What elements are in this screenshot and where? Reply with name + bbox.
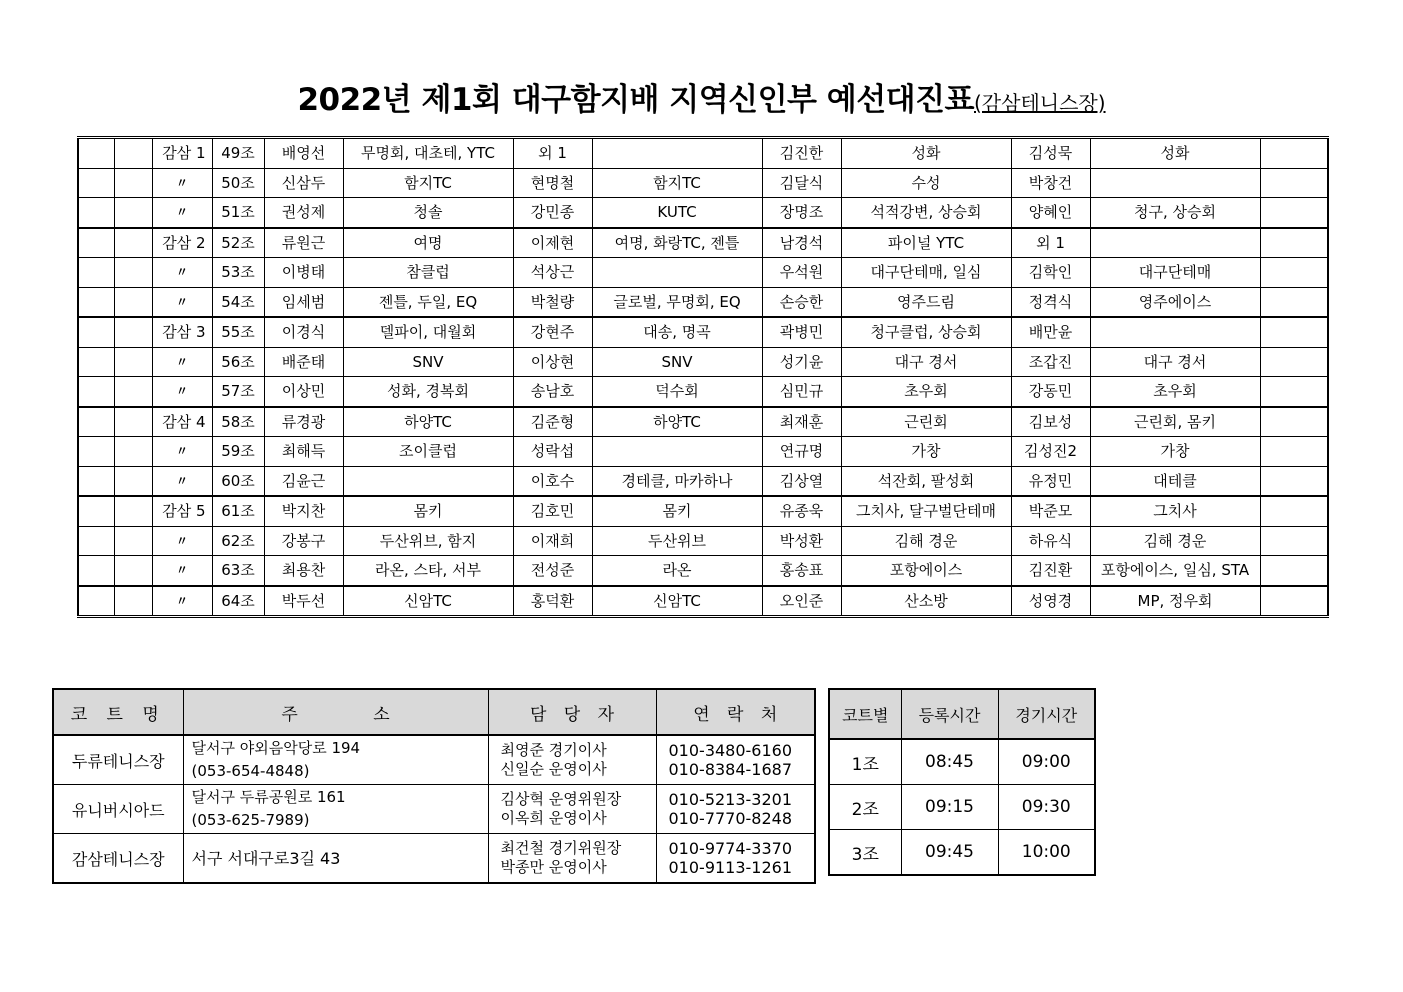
player-name: 이호수	[513, 466, 592, 496]
schedule-body	[829, 739, 1095, 875]
bracket-row	[78, 586, 1328, 617]
player-club: 김해 경운	[1090, 526, 1260, 556]
player-name: 강현주	[513, 317, 592, 347]
phone-number: 010-9113-1261	[668, 858, 793, 877]
court-group: 3조	[829, 830, 901, 876]
player-name: 홍송표	[762, 556, 841, 586]
court-cell: 〃	[152, 586, 212, 617]
player-name: 현명철	[513, 168, 592, 198]
player-name: 류원근	[264, 228, 343, 258]
group-cell: 63조	[212, 556, 264, 586]
court-cell: 감삼 2	[152, 228, 212, 258]
player-name: 박창건	[1011, 168, 1090, 198]
player-name: 이상현	[513, 347, 592, 377]
player-club: KUTC	[592, 198, 762, 228]
player-club: 경테클, 마카하나	[592, 466, 762, 496]
court-contacts	[656, 834, 815, 884]
phone-number: 010-8384-1687	[668, 760, 793, 779]
blank-cell	[78, 407, 114, 437]
player-name: 박준모	[1011, 496, 1090, 526]
player-club: 대구 경서	[1090, 347, 1260, 377]
group-cell: 62조	[212, 526, 264, 556]
player-club: 대구단테매	[1090, 258, 1260, 288]
blank-cell	[114, 317, 152, 347]
player-name: 김학인	[1011, 258, 1090, 288]
blank-cell	[1260, 258, 1328, 288]
match-time: 09:30	[998, 785, 1095, 830]
player-name: 외 1	[513, 138, 592, 169]
court-cell: 〃	[152, 198, 212, 228]
player-club: 가창	[841, 437, 1011, 467]
group-cell: 53조	[212, 258, 264, 288]
player-club: 근린회	[841, 407, 1011, 437]
bracket-row	[78, 437, 1328, 467]
blank-cell	[114, 347, 152, 377]
group-cell: 55조	[212, 317, 264, 347]
player-club: 포항에이스, 일심, STA	[1090, 556, 1260, 586]
player-club: 그치사	[1090, 496, 1260, 526]
blank-cell	[114, 526, 152, 556]
court-cell: 〃	[152, 556, 212, 586]
manager-line: 최건철 경기위원장	[500, 839, 622, 857]
player-name: 류경광	[264, 407, 343, 437]
player-name: 박두선	[264, 586, 343, 617]
player-name: 박지찬	[264, 496, 343, 526]
player-club: 참클럽	[343, 258, 513, 288]
player-club: SNV	[343, 347, 513, 377]
player-club: 하양TC	[343, 407, 513, 437]
player-club	[592, 258, 762, 288]
blank-cell	[78, 526, 114, 556]
player-club	[1090, 228, 1260, 258]
court-cell: 〃	[152, 437, 212, 467]
player-name: 배준태	[264, 347, 343, 377]
player-club	[1090, 168, 1260, 198]
blank-cell	[114, 586, 152, 617]
player-name: 정격식	[1011, 287, 1090, 317]
player-club: 가창	[1090, 437, 1260, 467]
player-name: 연규명	[762, 437, 841, 467]
blank-cell	[1260, 586, 1328, 617]
group-cell: 59조	[212, 437, 264, 467]
bracket-row	[78, 287, 1328, 317]
blank-cell	[1260, 198, 1328, 228]
header-contact: 연 락 처	[656, 689, 815, 735]
bracket-body	[78, 138, 1328, 617]
player-club: 근린회, 몸키	[1090, 407, 1260, 437]
schedule-row	[829, 739, 1095, 785]
court-cell: 〃	[152, 526, 212, 556]
player-club	[592, 138, 762, 169]
blank-cell	[78, 287, 114, 317]
player-club: 하양TC	[592, 407, 762, 437]
player-name: 이경식	[264, 317, 343, 347]
schedule-row	[829, 785, 1095, 830]
player-name: 김달식	[762, 168, 841, 198]
blank-cell	[114, 437, 152, 467]
blank-cell	[1260, 437, 1328, 467]
bracket-row	[78, 556, 1328, 586]
blank-cell	[78, 317, 114, 347]
player-name: 박철량	[513, 287, 592, 317]
player-name: 외 1	[1011, 228, 1090, 258]
player-club: 대구 경서	[841, 347, 1011, 377]
court-info-row	[53, 785, 815, 834]
player-club: 몸키	[592, 496, 762, 526]
court-address	[183, 735, 488, 785]
player-name: 홍덕환	[513, 586, 592, 617]
player-club: 그치사, 달구벌단테매	[841, 496, 1011, 526]
player-name: 성락섭	[513, 437, 592, 467]
court-cell: 〃	[152, 377, 212, 407]
blank-cell	[1260, 556, 1328, 586]
player-club: 덕수회	[592, 377, 762, 407]
blank-cell	[78, 586, 114, 617]
blank-cell	[1260, 407, 1328, 437]
court-name: 두류테니스장	[53, 735, 183, 785]
court-info-row	[53, 735, 815, 785]
player-name: 권성제	[264, 198, 343, 228]
header-court-name: 코 트 명	[53, 689, 183, 735]
player-name: 전성준	[513, 556, 592, 586]
blank-cell	[1260, 526, 1328, 556]
group-cell: 51조	[212, 198, 264, 228]
player-club: 초우회	[1090, 377, 1260, 407]
player-club: 라온, 스타, 서부	[343, 556, 513, 586]
address-line: 달서구 야외음악당로 194	[191, 739, 361, 757]
blank-cell	[78, 258, 114, 288]
player-name: 장명조	[762, 198, 841, 228]
title-venue: (감삼테니스장)	[974, 91, 1106, 115]
player-name: 강민종	[513, 198, 592, 228]
blank-cell	[114, 228, 152, 258]
player-club: 청구클럽, 상승회	[841, 317, 1011, 347]
player-club: 파이널 YTC	[841, 228, 1011, 258]
player-name: 김진환	[1011, 556, 1090, 586]
group-cell: 60조	[212, 466, 264, 496]
blank-cell	[78, 168, 114, 198]
player-name: 김진한	[762, 138, 841, 169]
group-cell: 50조	[212, 168, 264, 198]
blank-cell	[78, 198, 114, 228]
group-cell: 54조	[212, 287, 264, 317]
blank-cell	[78, 138, 114, 169]
blank-cell	[1260, 466, 1328, 496]
group-cell: 56조	[212, 347, 264, 377]
player-club	[343, 466, 513, 496]
player-name: 강봉구	[264, 526, 343, 556]
court-cell: 〃	[152, 347, 212, 377]
bracket-row	[78, 168, 1328, 198]
player-club: 무명회, 대초테, YTC	[343, 138, 513, 169]
court-info-body	[53, 735, 815, 883]
manager-line: 김상혁 운영위원장	[500, 790, 622, 808]
player-club: 함지TC	[592, 168, 762, 198]
blank-cell	[78, 496, 114, 526]
player-name: 김상열	[762, 466, 841, 496]
court-info-table	[52, 688, 816, 884]
header-register-time: 등록시간	[901, 689, 998, 739]
player-name: 이병태	[264, 258, 343, 288]
header-match-time: 경기시간	[998, 689, 1095, 739]
manager-line: 신일순 운영이사	[500, 760, 607, 778]
court-cell: 〃	[152, 258, 212, 288]
group-cell: 58조	[212, 407, 264, 437]
court-info-header	[53, 689, 815, 735]
manager-line: 이옥희 운영이사	[500, 809, 607, 827]
player-club: 영주에이스	[1090, 287, 1260, 317]
player-name: 이재희	[513, 526, 592, 556]
blank-cell	[1260, 138, 1328, 169]
court-managers	[488, 785, 656, 834]
player-club: 성화	[841, 138, 1011, 169]
blank-cell	[114, 168, 152, 198]
court-contacts	[656, 735, 815, 785]
player-club: MP, 정우회	[1090, 586, 1260, 617]
player-name: 곽병민	[762, 317, 841, 347]
phone-number: 010-5213-3201	[668, 790, 793, 809]
court-managers	[488, 735, 656, 785]
player-name: 이제현	[513, 228, 592, 258]
bracket-row	[78, 407, 1328, 437]
phone-number: 010-9774-3370	[668, 839, 793, 858]
schedule-table	[828, 688, 1096, 876]
player-club: 함지TC	[343, 168, 513, 198]
blank-cell	[78, 228, 114, 258]
court-cell: 〃	[152, 168, 212, 198]
group-cell: 49조	[212, 138, 264, 169]
blank-cell	[114, 377, 152, 407]
title-main: 2022년 제1회 대구함지배 지역신인부 예선대진표	[297, 82, 974, 118]
match-time: 10:00	[998, 830, 1095, 876]
player-club: 포항에이스	[841, 556, 1011, 586]
court-cell: 〃	[152, 466, 212, 496]
player-name: 신삼두	[264, 168, 343, 198]
phone-number: 010-7770-8248	[668, 809, 793, 828]
phone-number: 010-3480-6160	[668, 741, 793, 760]
address-line: 달서구 두류공원로 161	[191, 788, 346, 806]
court-managers	[488, 834, 656, 884]
blank-cell	[1260, 347, 1328, 377]
bracket-row	[78, 377, 1328, 407]
player-club: 젠틀, 두일, EQ	[343, 287, 513, 317]
blank-cell	[1260, 317, 1328, 347]
player-club: 몸키	[343, 496, 513, 526]
schedule-row	[829, 830, 1095, 876]
player-name: 성기윤	[762, 347, 841, 377]
blank-cell	[114, 556, 152, 586]
player-name: 성영경	[1011, 586, 1090, 617]
court-info-row	[53, 834, 815, 884]
player-name: 김호민	[513, 496, 592, 526]
bracket-row	[78, 228, 1328, 258]
player-name: 김성진2	[1011, 437, 1090, 467]
player-name: 송남호	[513, 377, 592, 407]
blank-cell	[78, 347, 114, 377]
player-name: 유정민	[1011, 466, 1090, 496]
court-group: 2조	[829, 785, 901, 830]
player-club: 대테클	[1090, 466, 1260, 496]
address-line: (053-654-4848)	[191, 762, 310, 780]
player-name: 강동민	[1011, 377, 1090, 407]
register-time: 08:45	[901, 739, 998, 785]
bracket-row	[78, 198, 1328, 228]
blank-cell	[1260, 287, 1328, 317]
player-club: 대송, 명곡	[592, 317, 762, 347]
player-club: SNV	[592, 347, 762, 377]
player-club	[592, 437, 762, 467]
blank-cell	[78, 466, 114, 496]
register-time: 09:15	[901, 785, 998, 830]
player-club: 조이클럽	[343, 437, 513, 467]
player-club: 신암TC	[343, 586, 513, 617]
group-cell: 64조	[212, 586, 264, 617]
player-name: 배만윤	[1011, 317, 1090, 347]
player-name: 우석원	[762, 258, 841, 288]
player-name: 오인준	[762, 586, 841, 617]
player-name: 최용찬	[264, 556, 343, 586]
match-time: 09:00	[998, 739, 1095, 785]
player-name: 최재훈	[762, 407, 841, 437]
court-name: 감삼테니스장	[53, 834, 183, 884]
group-cell: 57조	[212, 377, 264, 407]
blank-cell	[78, 377, 114, 407]
court-cell: 감삼 3	[152, 317, 212, 347]
group-cell: 61조	[212, 496, 264, 526]
document-title	[0, 74, 1403, 119]
player-club: 여명	[343, 228, 513, 258]
player-name: 김성묵	[1011, 138, 1090, 169]
player-club: 석적강변, 상승회	[841, 198, 1011, 228]
player-name: 김보성	[1011, 407, 1090, 437]
player-club: 두산위브	[592, 526, 762, 556]
player-name: 손승한	[762, 287, 841, 317]
player-name: 최해득	[264, 437, 343, 467]
court-cell: 〃	[152, 287, 212, 317]
blank-cell	[1260, 496, 1328, 526]
schedule-header	[829, 689, 1095, 739]
player-name: 배영선	[264, 138, 343, 169]
bracket-row	[78, 138, 1328, 169]
player-club: 신암TC	[592, 586, 762, 617]
player-name: 조갑진	[1011, 347, 1090, 377]
bracket-table	[77, 136, 1329, 618]
group-cell: 52조	[212, 228, 264, 258]
player-club: 두산위브, 함지	[343, 526, 513, 556]
player-club: 석잔회, 팔성회	[841, 466, 1011, 496]
bracket-row	[78, 526, 1328, 556]
player-name: 박성환	[762, 526, 841, 556]
player-club: 성화	[1090, 138, 1260, 169]
court-address	[183, 834, 488, 884]
header-manager: 담 당 자	[488, 689, 656, 735]
blank-cell	[114, 287, 152, 317]
court-address	[183, 785, 488, 834]
player-name: 석상근	[513, 258, 592, 288]
court-contacts	[656, 785, 815, 834]
blank-cell	[114, 496, 152, 526]
player-club: 수성	[841, 168, 1011, 198]
register-time: 09:45	[901, 830, 998, 876]
player-club: 초우회	[841, 377, 1011, 407]
player-name: 심민규	[762, 377, 841, 407]
blank-cell	[114, 466, 152, 496]
player-club: 청구, 상승회	[1090, 198, 1260, 228]
player-club: 글로벌, 무명회, EQ	[592, 287, 762, 317]
court-cell: 감삼 4	[152, 407, 212, 437]
player-name: 유종욱	[762, 496, 841, 526]
bracket-row	[78, 258, 1328, 288]
player-club: 여명, 화랑TC, 젠틀	[592, 228, 762, 258]
address-line: 서구 서대구로3길 43	[191, 848, 341, 868]
player-name: 이상민	[264, 377, 343, 407]
player-name: 임세범	[264, 287, 343, 317]
court-cell: 감삼 1	[152, 138, 212, 169]
court-cell: 감삼 5	[152, 496, 212, 526]
bracket-row	[78, 317, 1328, 347]
player-club: 델파이, 대월회	[343, 317, 513, 347]
player-club: 라온	[592, 556, 762, 586]
bracket-row	[78, 347, 1328, 377]
player-club: 청솔	[343, 198, 513, 228]
player-club: 대구단테매, 일심	[841, 258, 1011, 288]
player-club: 성화, 경복회	[343, 377, 513, 407]
blank-cell	[1260, 168, 1328, 198]
blank-cell	[1260, 228, 1328, 258]
court-name: 유니버시아드	[53, 785, 183, 834]
manager-line: 최영준 경기이사	[500, 741, 607, 759]
bracket-row	[78, 466, 1328, 496]
blank-cell	[114, 198, 152, 228]
player-name: 양혜인	[1011, 198, 1090, 228]
manager-line: 박종만 운영이사	[500, 858, 607, 876]
blank-cell	[114, 258, 152, 288]
blank-cell	[114, 138, 152, 169]
player-name: 김윤근	[264, 466, 343, 496]
blank-cell	[78, 437, 114, 467]
player-name: 하유식	[1011, 526, 1090, 556]
player-club: 김해 경운	[841, 526, 1011, 556]
player-club: 영주드림	[841, 287, 1011, 317]
header-court-group: 코트별	[829, 689, 901, 739]
player-club: 산소방	[841, 586, 1011, 617]
address-line: (053-625-7989)	[191, 811, 310, 829]
player-name: 김준형	[513, 407, 592, 437]
court-group: 1조	[829, 739, 901, 785]
player-name: 남경석	[762, 228, 841, 258]
blank-cell	[114, 407, 152, 437]
player-club	[1090, 317, 1260, 347]
blank-cell	[78, 556, 114, 586]
blank-cell	[1260, 377, 1328, 407]
header-address: 주 소	[183, 689, 488, 735]
bracket-row	[78, 496, 1328, 526]
